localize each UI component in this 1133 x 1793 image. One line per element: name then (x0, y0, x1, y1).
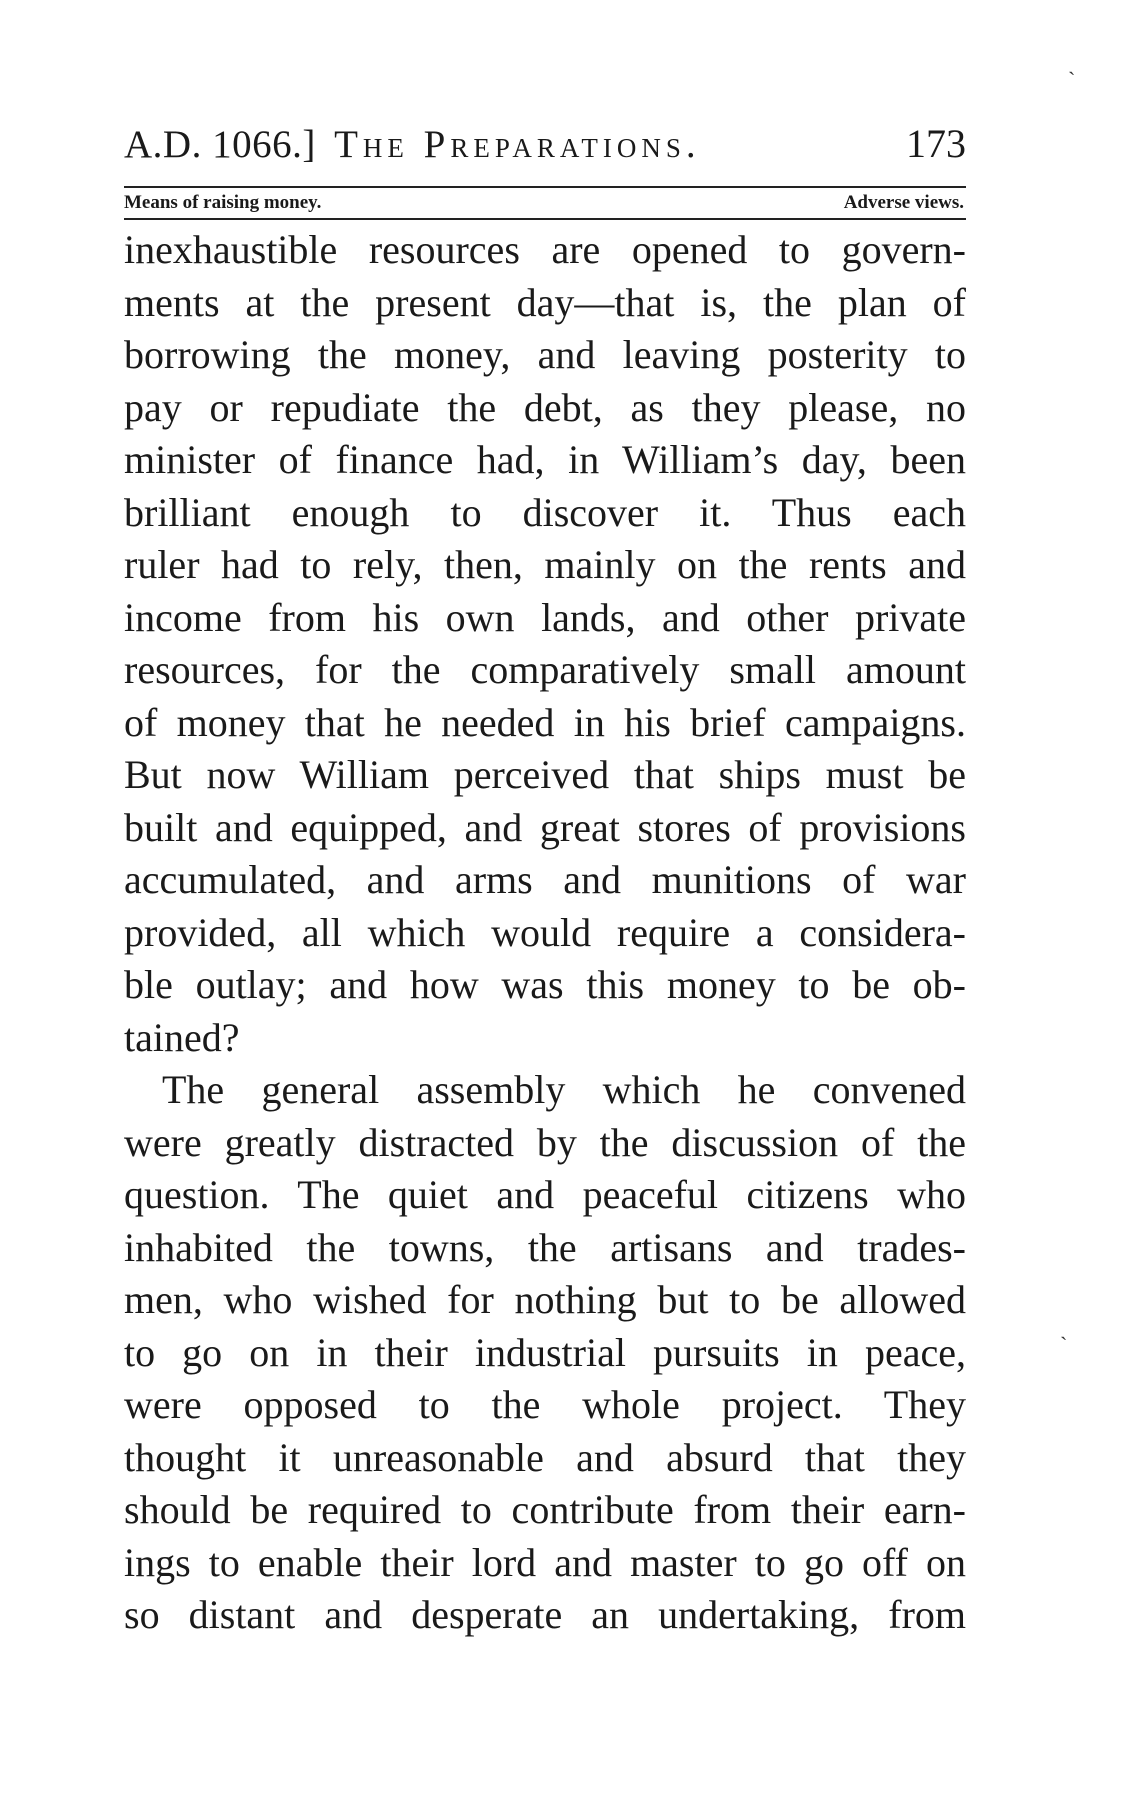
text-line: ings to enable their lord and master to go off on (124, 1539, 966, 1585)
body-text (124, 224, 966, 1642)
text-line: ruler had to rely, then, mainly on the rents and (124, 542, 966, 587)
text-line: thought it unreasonable and absurd that they (124, 1434, 966, 1480)
header-date: A.D. 1066.] (124, 123, 316, 166)
text-line: But now William perceived that ships must be (124, 752, 966, 797)
text-line: should be required to contribute from their earn- (124, 1487, 966, 1532)
text-line: so distant and desperate an undertaking, from (124, 1592, 966, 1637)
text-line: ble outlay; and how was this money to be ob- (124, 962, 966, 1007)
paragraph-2 (124, 1064, 966, 1642)
text-line: minister of finance had, in William’s day, been (124, 437, 966, 482)
text-line: question. The quiet and peaceful citizens who (124, 1172, 966, 1217)
scan-speck: ˏ (1068, 50, 1076, 75)
text-line: tained? (124, 1014, 240, 1060)
running-head-left (124, 122, 701, 167)
text-line: resources, for the comparatively small amount (124, 647, 966, 692)
running-head (124, 120, 966, 176)
sidenote-right: Adverse views. (843, 192, 964, 213)
text-line: income from his own lands, and other private (124, 594, 966, 640)
scan-speck: ˏ (1060, 1315, 1068, 1340)
paragraph-1 (124, 224, 966, 1064)
header-title: The Preparations. (334, 123, 701, 166)
text-line: were greatly distracted by the discussion of the (124, 1119, 966, 1165)
text-line: inexhaustible resources are opened to govern- (124, 227, 966, 272)
sidenote-left: Means of raising money. (124, 192, 322, 213)
book-page (124, 120, 966, 1642)
text-line: accumulated, and arms and munitions of war (124, 857, 966, 902)
text-line: men, who wished for nothing but to be allowed (124, 1277, 966, 1322)
page-number: 173 (906, 121, 966, 166)
header-rule-bottom (124, 218, 966, 220)
text-line: pay or repudiate the debt, as they please, no (124, 384, 966, 430)
text-line: The general assembly which he convened (162, 1067, 966, 1112)
text-line: provided, all which would require a considera- (124, 909, 966, 955)
sidenotes (124, 188, 966, 218)
text-line: of money that he needed in his brief campaigns. (124, 699, 966, 745)
text-line: brilliant enough to discover it. Thus each (124, 489, 966, 535)
text-line: were opposed to the whole project. They (124, 1382, 966, 1427)
text-line: ments at the present day—that is, the plan of (124, 279, 966, 325)
text-line: built and equipped, and great stores of provisions (124, 804, 966, 850)
text-line: to go on in their industrial pursuits in peace, (124, 1329, 966, 1375)
text-line: inhabited the towns, the artisans and trades- (124, 1224, 966, 1270)
text-line: borrowing the money, and leaving posterity to (124, 332, 966, 377)
